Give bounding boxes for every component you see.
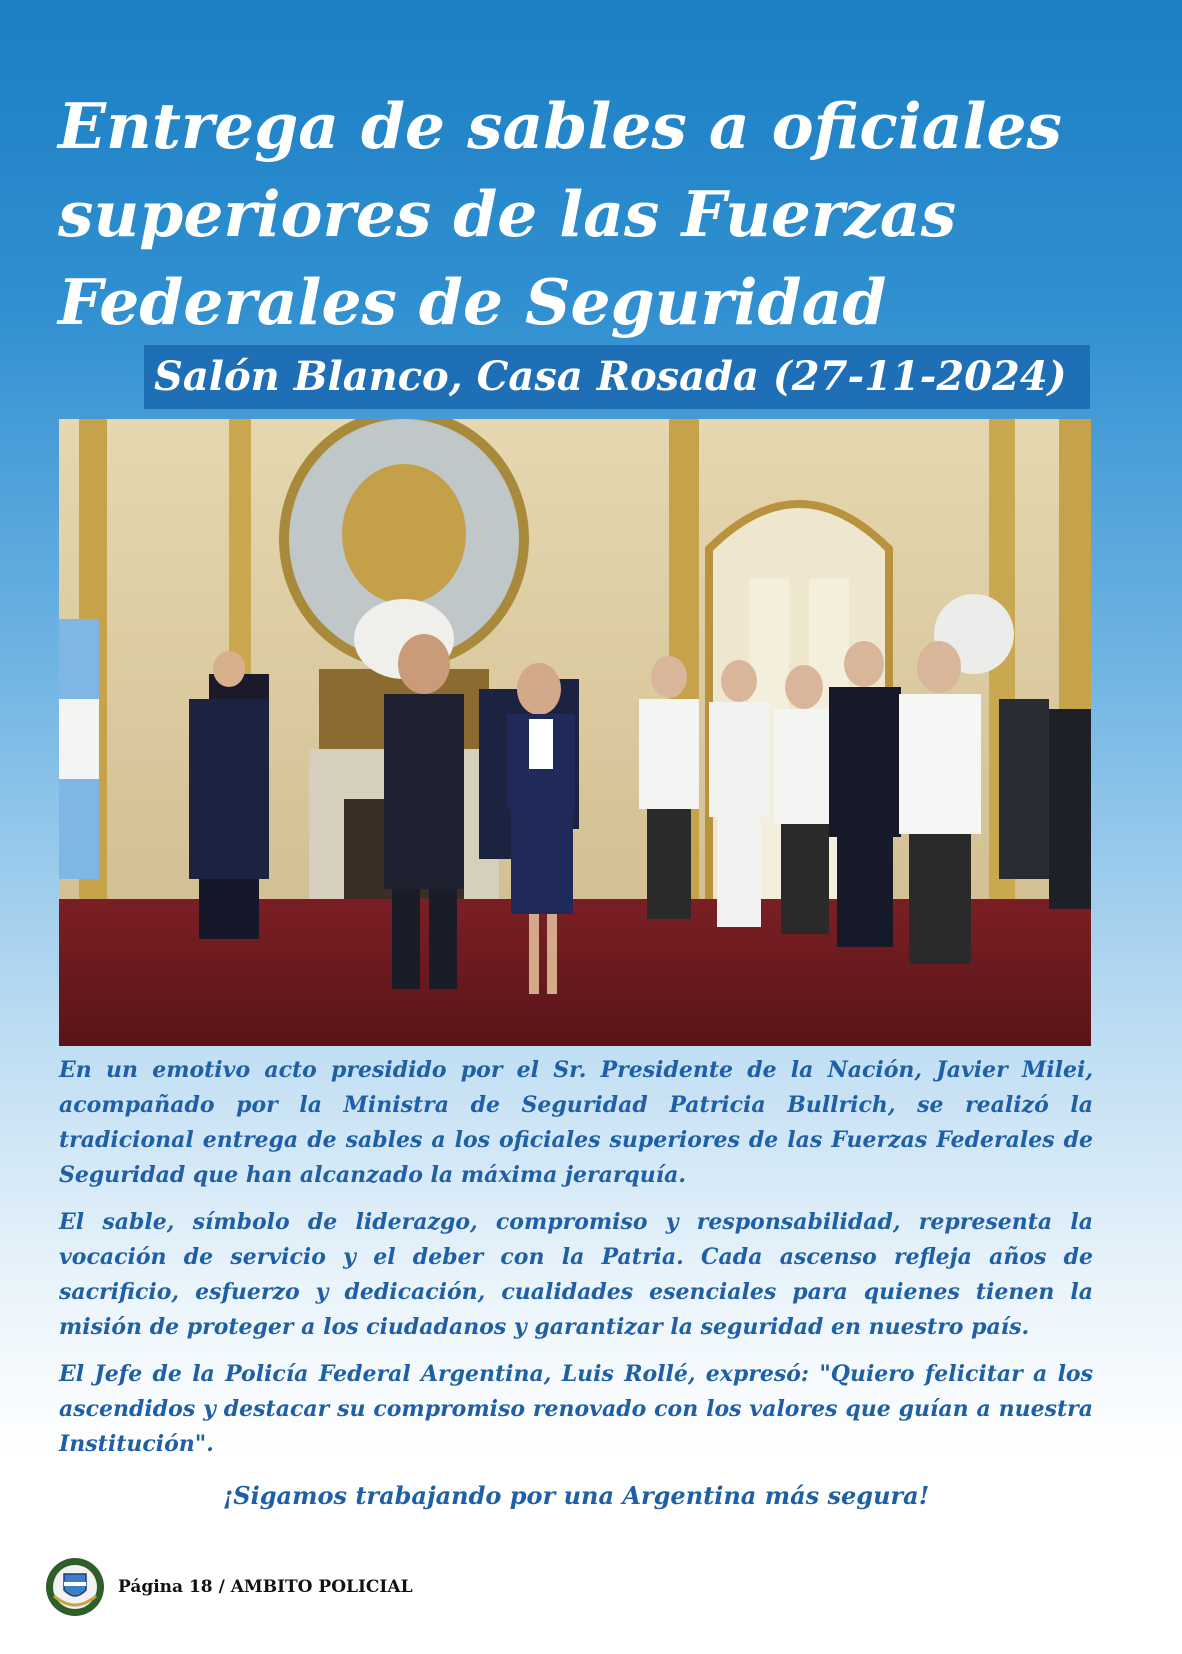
article-body <box>59 1053 1093 1474</box>
closing-line: ¡Sigamos trabajando por una Argentina más segura! <box>222 1481 930 1510</box>
subtitle: Salón Blanco, Casa Rosada (27-11-2024) <box>154 353 1067 400</box>
page-title <box>58 82 1138 346</box>
paragraph-3: El Jefe de la Policía Federal Argentina, Luis Rollé, expresó: "Quiero felicitar a los ascendidos y destacar su compromiso renovado con los valores que guían a nuestra Institución". <box>59 1361 1093 1457</box>
police-seal-icon <box>44 1556 106 1618</box>
title-line-2: superiores de las Fuerzas <box>58 177 957 251</box>
page-number: Página 18 <box>118 1577 213 1597</box>
publication-name: AMBITO POLICIAL <box>230 1577 413 1597</box>
paragraph-2: El sable, símbolo de liderazgo, compromiso y responsabilidad, representa la vocación de servicio y el deber con la Patria. Cada ascenso refleja años de sacrificio, esfuerzo y dedicación, cualidades esenciales para quienes tienen la misión de proteger a los ciudadanos y garantizar la seguridad en nuestro país. <box>59 1209 1093 1340</box>
ceremony-photo <box>59 419 1091 1046</box>
paragraph-1: En un emotivo acto presidido por el Sr. Presidente de la Nación, Javier Milei, acompañado por la Ministra de Seguridad Patricia Bullrich, se realizó la tradicional entrega de sables a los oficiales superiores de las Fuerzas Federales de Seguridad que han alcanzado la máxima jerarquía. <box>59 1057 1093 1188</box>
title-line-1: Entrega de sables a oficiales <box>58 89 1063 163</box>
footer-separator: / <box>218 1577 225 1597</box>
footer-text <box>118 1577 413 1597</box>
page-footer <box>44 1555 413 1619</box>
title-line-3: Federales de Seguridad <box>58 265 887 339</box>
